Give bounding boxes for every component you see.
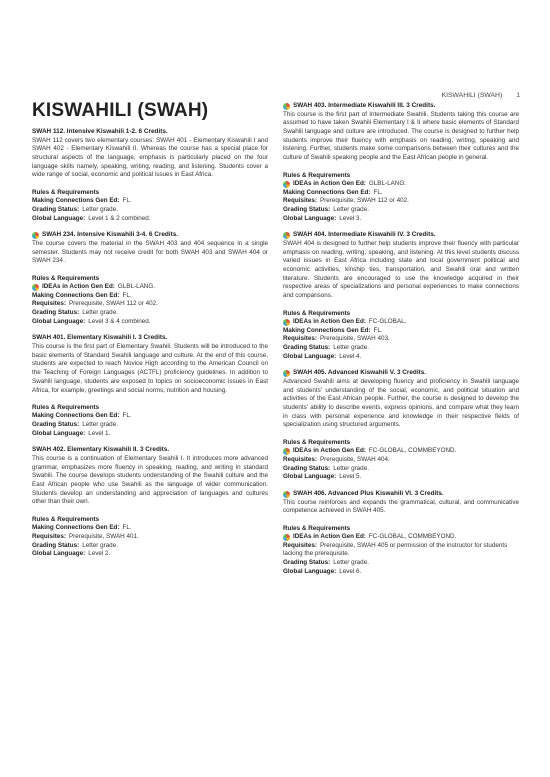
course-title-text: SWAH 406. Advanced Plus Kiswahili VI. 3 Credits. — [293, 489, 444, 497]
requirement-value: FL. — [373, 188, 383, 196]
requirement-value: GLBL-LANG. — [368, 179, 406, 187]
requirement-value: Level 4. — [339, 352, 362, 360]
requirement-field — [32, 430, 268, 439]
requirement-value: FC-GLOBAL, COMMBEYOND. — [368, 532, 457, 540]
course-block — [32, 231, 268, 326]
requirement-value: Letter grade. — [333, 559, 369, 567]
requirement-value: Level 2. — [88, 550, 111, 558]
requirement-text — [32, 533, 139, 542]
requirement-field — [32, 300, 268, 309]
requirement-text — [293, 533, 456, 542]
requirement-key: Grading Status: — [283, 464, 331, 472]
requirement-field — [283, 206, 519, 215]
requirement-value: Prerequisite, SWAH 405 or permission of the instructor for students lacking the prerequisite. — [283, 541, 508, 558]
page-title: KISWAHILI (SWAH) — [32, 100, 209, 121]
course-title — [32, 128, 268, 137]
requirement-key: Global Language: — [283, 352, 337, 360]
requirement-text — [283, 189, 383, 198]
requirement-key: Requisites: — [32, 300, 66, 308]
requirement-field — [32, 292, 268, 301]
requirement-text — [32, 318, 151, 327]
requirement-field — [283, 215, 519, 224]
requirement-key: IDEAs in Action Gen Ed: — [293, 317, 366, 325]
requirement-key: Grading Status: — [32, 205, 80, 213]
requirement-text — [293, 318, 406, 327]
requirement-field — [283, 465, 519, 474]
right-column — [283, 102, 519, 585]
requirement-field — [283, 568, 519, 577]
requirement-field — [32, 206, 268, 215]
course-block — [283, 231, 519, 361]
requirement-field — [283, 189, 519, 198]
requirement-field — [283, 335, 519, 344]
ideas-color-wheel-icon — [32, 232, 39, 239]
ideas-color-wheel-icon — [283, 319, 290, 326]
requirement-text — [32, 542, 118, 551]
requirement-value: FL. — [122, 524, 132, 532]
requirement-key: IDEAs in Action Gen Ed: — [293, 532, 366, 540]
requirement-key: Global Language: — [283, 473, 337, 481]
rules-requirements-heading: Rules & Requirements — [32, 516, 100, 524]
requirement-text — [283, 465, 369, 474]
requirement-key: Requisites: — [283, 197, 317, 205]
requirement-value: Prerequisite, SWAH 112 or 402. — [68, 300, 158, 308]
requirement-field — [283, 180, 519, 189]
requirement-text — [293, 447, 456, 456]
requirement-value: FC-GLOBAL. — [368, 317, 407, 325]
requirement-key: Making Connections Gen Ed: — [283, 188, 371, 196]
requirement-key: Grading Status: — [283, 205, 331, 213]
requirement-field — [32, 412, 268, 421]
requirement-key: Global Language: — [32, 550, 86, 558]
requirement-text — [32, 309, 118, 318]
requirement-key: Making Connections Gen Ed: — [32, 412, 120, 420]
requirement-text — [283, 559, 369, 568]
requirement-value: FC-GLOBAL, COMMBEYOND. — [368, 447, 457, 455]
rules-requirements-heading: Rules & Requirements — [283, 524, 351, 532]
course-title-text: SWAH 401. Elementary Kiswahili I. 3 Credits. — [32, 334, 168, 342]
requirement-value: Level 1 & 2 combined. — [88, 214, 151, 222]
requirement-text — [283, 456, 390, 465]
requirement-field — [32, 318, 268, 327]
requirement-value: FL. — [373, 326, 383, 334]
requirement-key: Grading Status: — [283, 559, 331, 567]
requirement-value: Level 3 & 4 combined. — [88, 317, 151, 325]
ideas-color-wheel-icon — [283, 491, 290, 498]
requirement-value: Letter grade. — [82, 205, 118, 213]
requirement-key: Making Connections Gen Ed: — [32, 291, 120, 299]
requirement-text — [32, 524, 132, 533]
requirement-field — [283, 559, 519, 568]
course-description: This course is the first part of Intermediate Swahili. Students taking this course are assumed to have taken Swahili Elementary I & II where basic elements of Standard Swahili language and culture are introduced. The course is designed to further help students improve their fluency with emphasis on reading, writing, speaking and listening. Further, students make some comparisons between their cultures and the culture of Swahili speaking people and the East African people in general. — [283, 110, 519, 162]
requirement-key: Grading Status: — [32, 309, 80, 317]
requirement-field — [283, 344, 519, 353]
course-description: The course covers the material in the SWAH 403 and 404 sequence in a single semester. Students may not receive credit for both SWAH 403 and SWAH 404 or SWAH 234 . — [32, 239, 268, 265]
course-title — [283, 102, 519, 111]
requirement-field — [283, 473, 519, 482]
requirement-field — [32, 197, 268, 206]
requirement-field — [32, 283, 268, 292]
course-block — [283, 490, 519, 577]
requirement-text — [32, 421, 118, 430]
course-block — [32, 128, 268, 223]
requirement-value: Letter grade. — [82, 420, 118, 428]
course-block — [283, 102, 519, 223]
course-description: SWAH 404 is designed to further help students improve their fluency with particular emphasis on reading, writing, speaking, and listening. At this level students discuss varied issues in East Africa including state and local government political and economic activities, kinship ties, transportation, and Swahili oral and written literature. Students are encouraged to use the knowledge acquired in their respective areas of specializations and personal experiences to make connections and comparisons. — [283, 239, 519, 300]
requirement-value: Letter grade. — [333, 343, 369, 351]
requirement-field — [283, 447, 519, 456]
ideas-color-wheel-icon — [32, 284, 39, 291]
requirement-text — [283, 335, 390, 344]
requirement-text — [32, 412, 132, 421]
requirement-value: Prerequisite, SWAH 404. — [319, 455, 390, 463]
requirement-text — [42, 283, 155, 292]
requirement-text — [283, 353, 361, 362]
requirement-field — [283, 197, 519, 206]
requirement-text — [32, 197, 132, 206]
course-title-text: SWAH 402. Elementary Kiswahili II. 3 Credits. — [32, 446, 170, 454]
requirement-value: Letter grade. — [82, 309, 118, 317]
requirement-key: Requisites: — [32, 532, 66, 540]
requirement-key: Requisites: — [283, 335, 317, 343]
requirement-field — [32, 309, 268, 318]
requirement-key: Global Language: — [32, 317, 86, 325]
course-block — [32, 334, 268, 438]
requirement-key: Global Language: — [283, 567, 337, 575]
requirement-value: Level 1. — [88, 429, 111, 437]
requirement-value: FL. — [122, 197, 132, 205]
requirement-text — [283, 473, 361, 482]
requirement-key: Requisites: — [283, 541, 317, 549]
course-title — [32, 231, 268, 240]
requirement-field — [32, 542, 268, 551]
requirement-field — [283, 318, 519, 327]
requirement-key: IDEAs in Action Gen Ed: — [42, 282, 115, 290]
requirement-text — [32, 300, 158, 309]
ideas-color-wheel-icon — [283, 103, 290, 110]
course-title-text: SWAH 403. Intermediate Kiswahili III. 3 Credits. — [293, 102, 436, 109]
requirement-field — [32, 550, 268, 559]
requirement-value: GLBL-LANG. — [117, 282, 155, 290]
ideas-color-wheel-icon — [283, 370, 290, 377]
requirement-value: FL. — [122, 412, 132, 420]
requirement-text — [283, 568, 361, 577]
requirement-text — [32, 206, 118, 215]
requirement-field — [283, 456, 519, 465]
requirement-field — [32, 421, 268, 430]
page-number: 1 — [516, 92, 520, 99]
requirement-value: Letter grade. — [333, 205, 369, 213]
running-header-label: KISWAHILI (SWAH) — [441, 92, 503, 99]
rules-requirements-heading: Rules & Requirements — [283, 309, 351, 317]
course-block — [32, 446, 268, 559]
requirement-key: Making Connections Gen Ed: — [32, 197, 120, 205]
requirement-text — [32, 292, 132, 301]
rules-requirements-heading: Rules & Requirements — [32, 404, 100, 412]
requirement-key: IDEAs in Action Gen Ed: — [293, 447, 366, 455]
requirement-text — [283, 542, 519, 559]
requirement-text — [283, 215, 361, 224]
course-title-text: SWAH 404. Intermediate Kiswahili IV. 3 Credits. — [293, 231, 436, 239]
course-block — [283, 369, 519, 482]
requirement-key: Grading Status: — [32, 420, 80, 428]
ideas-color-wheel-icon — [283, 232, 290, 239]
course-description: This course is the first part of Elementary Swahili. Students will be introduced to the basic elements of Standard Swahili language and culture. At the end of this course, students are expected to reach Novice High according to the American Council on the Teaching of Foreign Languages (ACTFL) proficiency guidelines. In addition to Swahili language, students are exposed to topics on socioeconomic issues in East Africa, for example, greetings and social norms, nutrition and housing. — [32, 343, 268, 394]
course-title — [32, 334, 268, 343]
left-column — [32, 100, 268, 567]
course-description: SWAH 112 covers two elementary courses: SWAH 401 - Elementary Kiswahili I and SWAH 402 - Elementary Kiswahili II. Whereas the course has a special place for structural aspects of the language, emphasis is particularly placed on the four language skills namely, speaking, writing, reading, and listening. Students cover a wide range of social, economic and political issues in East Africa. — [32, 136, 268, 179]
requirement-field — [283, 353, 519, 362]
requirement-field — [32, 524, 268, 533]
requirement-key: Global Language: — [32, 214, 86, 222]
course-description: This course is a continuation of Elementary Swahili I. It introduces more advanced grammar, emphasizes more fluency in speaking, reading, and writing in standard Swahili. The course develops students understanding of the Swahili culture and the East African people who use Swahili as the language of wider communication. Students develop an understanding and appreciation of languages and cultures other than their own. — [32, 454, 268, 506]
course-description: This course reinforces and expands the grammatical, cultural, and communicative competence achieved in SWAH 405. — [283, 498, 519, 515]
requirement-key: IDEAs in Action Gen Ed: — [293, 179, 366, 187]
course-title-text: SWAH 405. Advanced Kiswahili V. 3 Credits. — [293, 369, 427, 377]
requirement-field — [32, 215, 268, 224]
rules-requirements-heading: Rules & Requirements — [283, 171, 351, 179]
requirement-key: Requisites: — [283, 455, 317, 463]
requirement-key: Global Language: — [32, 429, 86, 437]
requirement-text — [283, 206, 369, 215]
course-title — [283, 231, 519, 240]
rules-requirements-heading: Rules & Requirements — [32, 189, 100, 197]
ideas-color-wheel-icon — [283, 534, 290, 541]
requirement-text — [283, 344, 369, 353]
rules-requirements-heading: Rules & Requirements — [32, 274, 100, 282]
requirement-text — [32, 550, 110, 559]
course-description: Advanced Swahili aims at developing fluency and proficiency in Swahili language and students' understanding of the social, economic, and political situation and activities of the East African people. Further, the course is designed to develop the students' ability to describe events, express opinions, and compare what they learn in class with personal experience and knowledge in their respective fields of specialization using structured arguments. — [283, 377, 519, 429]
requirement-key: Making Connections Gen Ed: — [32, 524, 120, 532]
requirement-key: Grading Status: — [32, 541, 80, 549]
course-title-text: SWAH 234. Intensive Kiswahili 3-4. 6 Credits. — [42, 231, 179, 239]
requirement-value: Prerequisite, SWAH 401. — [68, 532, 139, 540]
requirement-text — [32, 430, 110, 439]
requirement-field — [32, 533, 268, 542]
requirement-field — [283, 327, 519, 336]
course-title — [283, 490, 519, 499]
requirement-value: Prerequisite, SWAH 112 or 402. — [319, 197, 409, 205]
requirement-value: FL. — [122, 291, 132, 299]
requirement-value: Letter grade. — [82, 541, 118, 549]
ideas-color-wheel-icon — [283, 181, 290, 188]
requirement-field — [283, 533, 519, 542]
requirement-key: Global Language: — [283, 214, 337, 222]
requirement-key: Grading Status: — [283, 343, 331, 351]
requirement-text — [283, 197, 409, 206]
requirement-text — [32, 215, 151, 224]
course-title — [32, 446, 268, 455]
requirement-field — [283, 542, 519, 559]
requirement-value: Level 3. — [339, 214, 362, 222]
requirement-text — [283, 327, 383, 336]
requirement-value: Prerequisite, SWAH 403. — [319, 335, 390, 343]
requirement-value: Level 6. — [339, 567, 362, 575]
rules-requirements-heading: Rules & Requirements — [283, 439, 351, 447]
running-header — [442, 92, 520, 99]
course-title — [283, 369, 519, 378]
requirement-text — [293, 180, 406, 189]
ideas-color-wheel-icon — [283, 448, 290, 455]
requirement-value: Level 5. — [339, 473, 362, 481]
requirement-value: Letter grade. — [333, 464, 369, 472]
course-title-text: SWAH 112. Intensive Kiswahili 1-2. 6 Credits. — [32, 128, 168, 135]
requirement-key: Making Connections Gen Ed: — [283, 326, 371, 334]
